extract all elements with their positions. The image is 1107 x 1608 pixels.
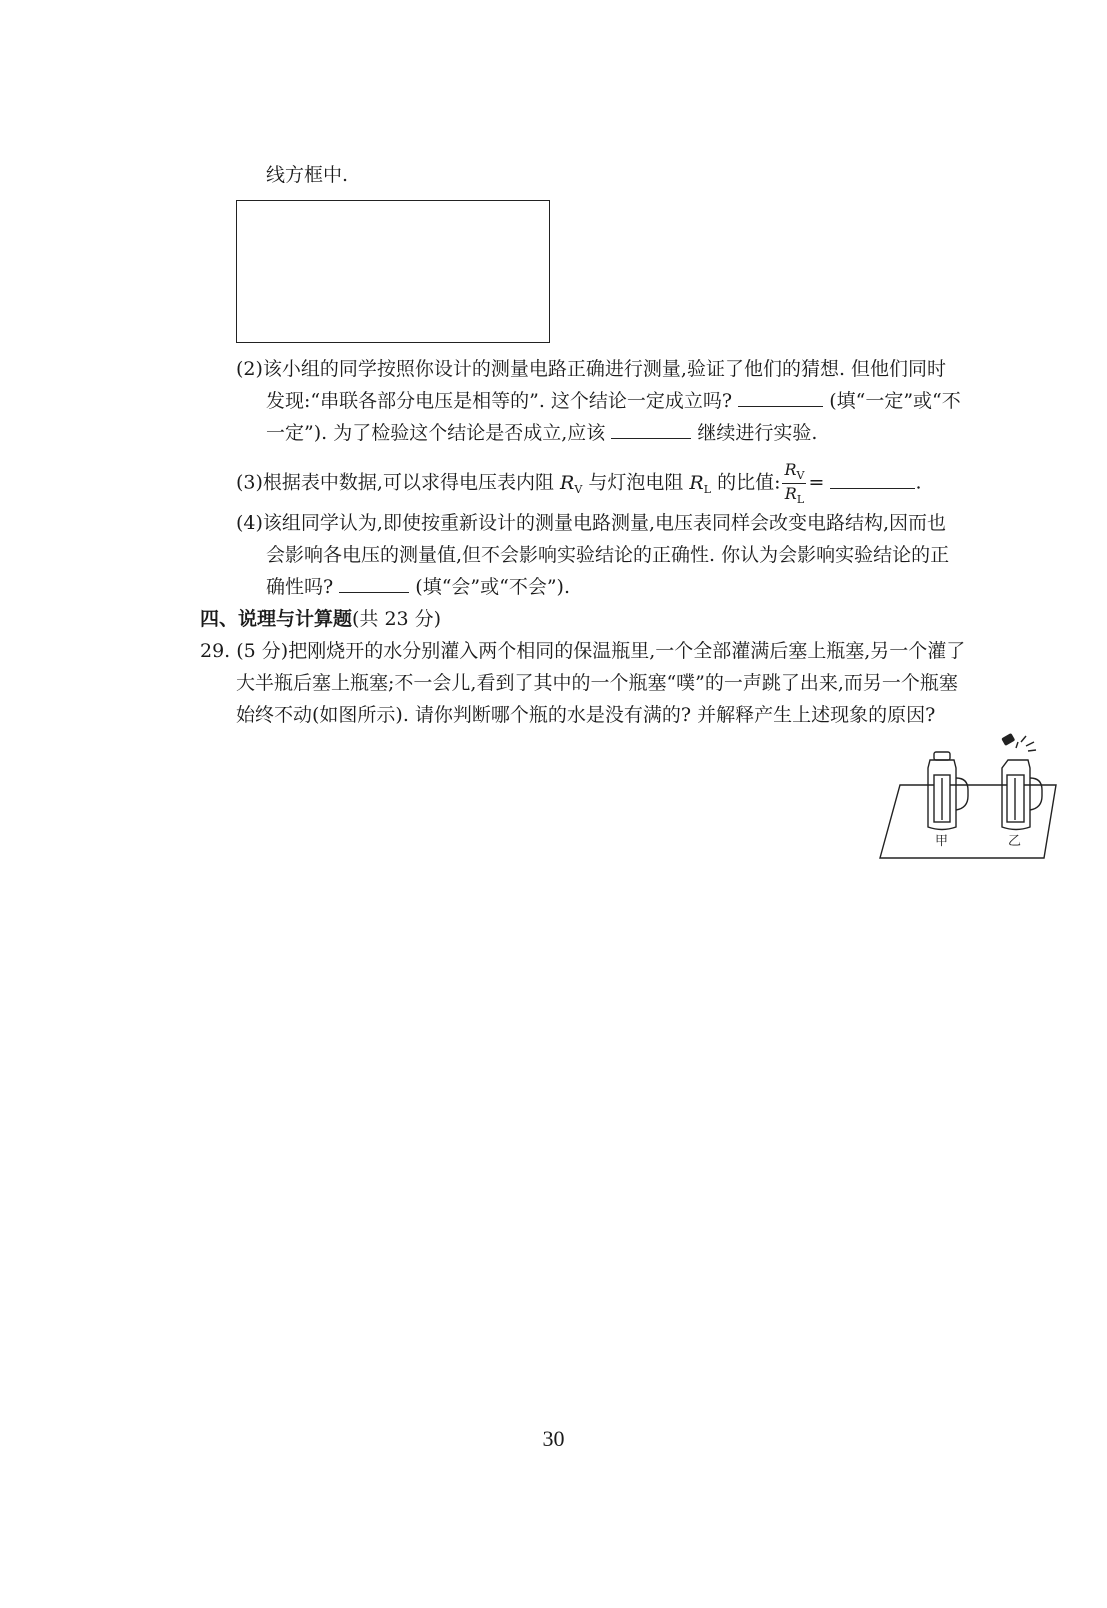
- page-number: 30: [542, 1426, 565, 1451]
- q4-line-1: (4)该组同学认为,即使按重新设计的测量电路测量,电压表同样会改变电路结构,因而也: [236, 512, 947, 534]
- q2-answer-blank-2[interactable]: [611, 418, 691, 439]
- flask-jia: [928, 752, 968, 830]
- popped-cork: [1002, 734, 1014, 745]
- q4-answer-blank[interactable]: [339, 572, 409, 593]
- answer-box: [236, 200, 550, 343]
- intro-line: 线方框中.: [266, 164, 349, 186]
- thermos-flasks-figure: [876, 730, 1066, 865]
- q4-line-2: 会影响各电压的测量值,但不会影响实验结论的正确性. 你认为会影响实验结论的正: [266, 544, 950, 566]
- q4-line-3: 确性吗? (填“会”或“不会”).: [266, 572, 570, 602]
- flask-yi: [1002, 734, 1042, 830]
- q29-line-2: 大半瓶后塞上瓶塞;不一会儿,看到了其中的一个瓶塞“噗”的一声跳了出来,而另一个瓶塞: [236, 672, 958, 694]
- section-4-heading: 四、说理与计算题(共 23 分): [200, 608, 442, 630]
- label-yi: 乙: [1008, 834, 1022, 849]
- q3-line: (3)根据表中数据,可以求得电压表内阻 $R_V$ 与灯泡电阻 $R_L$ 的比值: $\frac{R_V}{R_L}$ = .: [236, 460, 922, 506]
- q29-line-1: 29. (5 分)把刚烧开的水分别灌入两个相同的保温瓶里,一个全部灌满后塞上瓶塞,另一个灌了: [200, 640, 966, 662]
- q3-answer-blank[interactable]: [830, 468, 915, 489]
- ratio-fraction: $\frac{R_V}{R_L}$: [784, 460, 805, 506]
- q2-line-1: (2)该小组的同学按照你设计的测量电路正确进行测量,验证了他们的猜想. 但他们同时: [236, 358, 947, 380]
- rl-symbol: $R_L$: [689, 471, 712, 496]
- label-jia: 甲: [935, 834, 949, 849]
- q2-answer-blank-1[interactable]: [738, 386, 823, 407]
- q29-line-3: 始终不动(如图所示). 请你判断哪个瓶的水是没有满的? 并解释产生上述现象的原因?: [236, 704, 936, 726]
- q2-line-2: 发现:“串联各部分电压是相等的”. 这个结论一定成立吗? (填“一定”或“不: [266, 386, 961, 416]
- rv-symbol: $R_V$: [560, 471, 583, 496]
- q2-line-3: 一定”). 为了检验这个结论是否成立,应该 继续进行实验.: [266, 418, 817, 448]
